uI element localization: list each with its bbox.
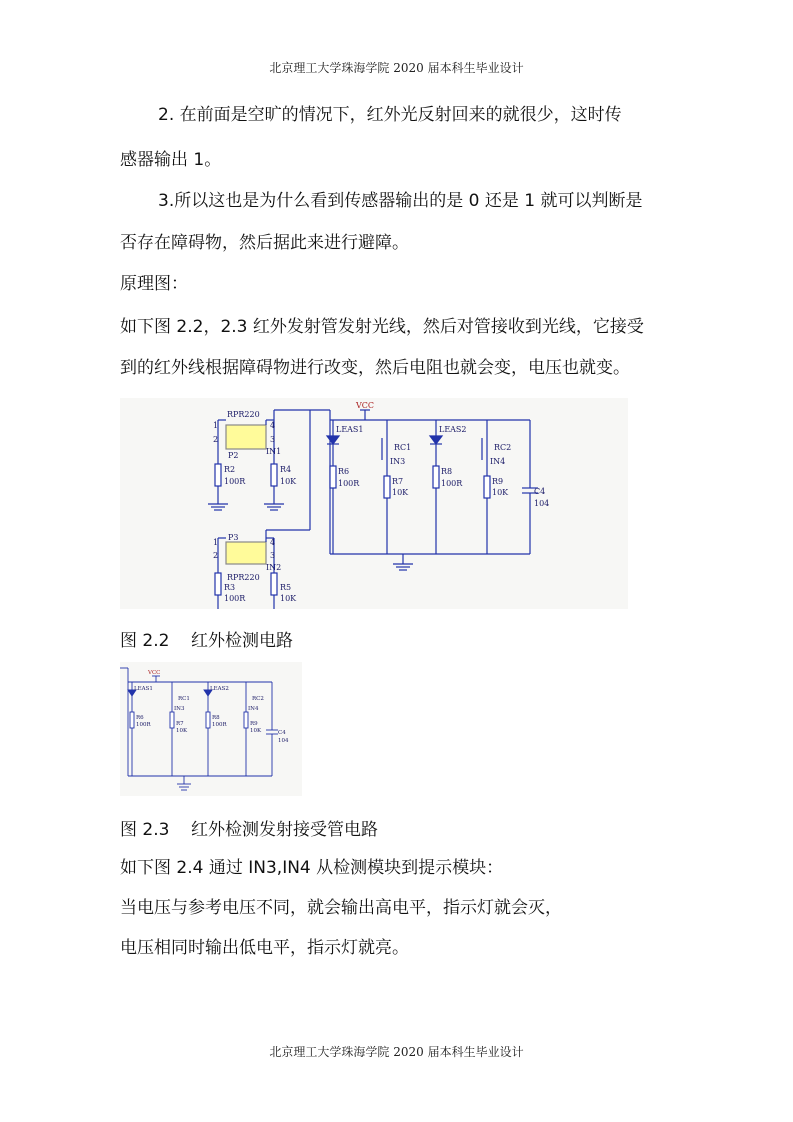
label-rpr1: RPR220 <box>227 410 260 419</box>
figure-2-2-schematic <box>120 398 628 609</box>
label-r6-value: 100R <box>338 479 360 488</box>
label-c4: C4 <box>534 487 546 496</box>
label-pin4-top: 4 <box>270 421 276 430</box>
label-r7-value-small: 10K <box>176 728 188 734</box>
label-leas2-small: LEAS2 <box>210 686 229 692</box>
label-r8-value: 100R <box>441 479 463 488</box>
label-c4-value: 104 <box>534 499 550 508</box>
label-r6-value-small: 100R <box>136 722 151 728</box>
label-r6: R6 <box>338 467 350 476</box>
label-r6-small: R6 <box>136 715 144 721</box>
label-r9-value-small: 10K <box>250 728 262 734</box>
label-r2: R2 <box>224 465 236 474</box>
label-pin3-top: 3 <box>270 435 276 444</box>
paragraph-4-line-2: 到的红外线根据障碍物进行改变，然后电阻也就会变，电压也就变。 <box>120 358 630 378</box>
label-leas1-small: LEAS1 <box>134 686 153 692</box>
label-c4-value-small: 104 <box>278 738 289 744</box>
label-r7-small: R7 <box>176 721 184 727</box>
paragraph-5: 如下图 2.4 通过 IN3,IN4 从检测模块到提示模块： <box>120 858 504 878</box>
label-in1: IN1 <box>266 447 282 456</box>
label-c4-small: C4 <box>278 730 286 736</box>
page-header: 北京理工大学珠海学院 2020 届本科生毕业设计 <box>269 61 524 75</box>
paragraph-4-line-1: 如下图 2.2，2.3 红外发射管发射光线，然后对管接收到光线，它接受 <box>120 317 644 337</box>
label-r5-value: 10K <box>280 594 297 603</box>
label-rpr2: RPR220 <box>227 573 260 582</box>
label-leas1: LEAS1 <box>336 425 364 434</box>
label-p3: P3 <box>228 533 239 542</box>
label-in3-small: IN3 <box>174 706 185 712</box>
label-rc1-small: RC1 <box>178 696 190 702</box>
label-r9: R9 <box>492 477 504 486</box>
paragraph-3: 原理图： <box>120 274 188 294</box>
paragraph-1-line-1: 2. 在前面是空旷的情况下，红外光反射回来的就很少，这时传 <box>158 105 622 125</box>
paragraph-7: 电压相同时输出低电平，指示灯就亮。 <box>120 938 409 958</box>
label-r9-small: R9 <box>250 721 258 727</box>
label-r7-value: 10K <box>392 488 409 497</box>
page-footer: 北京理工大学珠海学院 2020 届本科生毕业设计 <box>269 1045 524 1059</box>
label-r4: R4 <box>280 465 292 474</box>
label-pin1-bottom: 1 <box>213 538 219 547</box>
figure-2-2-caption: 图 2.2 红外检测电路 <box>120 631 294 651</box>
label-leas2: LEAS2 <box>439 425 467 434</box>
label-pin2-bottom: 2 <box>213 551 219 560</box>
label-r7: R7 <box>392 477 404 486</box>
label-r2-value: 100R <box>224 477 246 486</box>
label-r5: R5 <box>280 583 292 592</box>
label-pin3-bottom: 3 <box>270 551 276 560</box>
label-pin2-top: 2 <box>213 435 219 444</box>
label-in4-small: IN4 <box>248 706 259 712</box>
label-pin1-top: 1 <box>213 421 219 430</box>
paragraph-1-line-2: 感器输出 1。 <box>120 150 222 170</box>
paragraph-2-line-2: 否存在障碍物，然后据此来进行避障。 <box>120 233 409 253</box>
label-r9-value: 10K <box>492 488 509 497</box>
label-r3-value: 100R <box>224 594 246 603</box>
paragraph-2-line-1: 3.所以这也是为什么看到传感器输出的是 0 还是 1 就可以判断是 <box>158 191 643 211</box>
label-r4-value: 10K <box>280 477 297 486</box>
label-in3: IN3 <box>390 457 406 466</box>
label-rc2-small: RC2 <box>252 696 264 702</box>
label-in2: IN2 <box>266 563 282 572</box>
label-vcc: VCC <box>356 401 375 410</box>
label-r8-value-small: 100R <box>212 722 227 728</box>
label-r8-small: R8 <box>212 715 220 721</box>
label-p2: P2 <box>228 451 239 460</box>
label-rc2: RC2 <box>494 443 512 452</box>
label-r8: R8 <box>441 467 453 476</box>
label-rc1: RC1 <box>394 443 412 452</box>
figure-2-3-schematic <box>120 662 302 796</box>
label-vcc-small: VCC <box>148 670 161 676</box>
label-in4: IN4 <box>490 457 506 466</box>
paragraph-6: 当电压与参考电压不同，就会输出高电平，指示灯就会灭， <box>120 898 562 918</box>
label-r3: R3 <box>224 583 236 592</box>
label-pin4-bottom: 4 <box>270 538 276 547</box>
figure-2-3-caption: 图 2.3 红外检测发射接受管电路 <box>120 820 379 840</box>
